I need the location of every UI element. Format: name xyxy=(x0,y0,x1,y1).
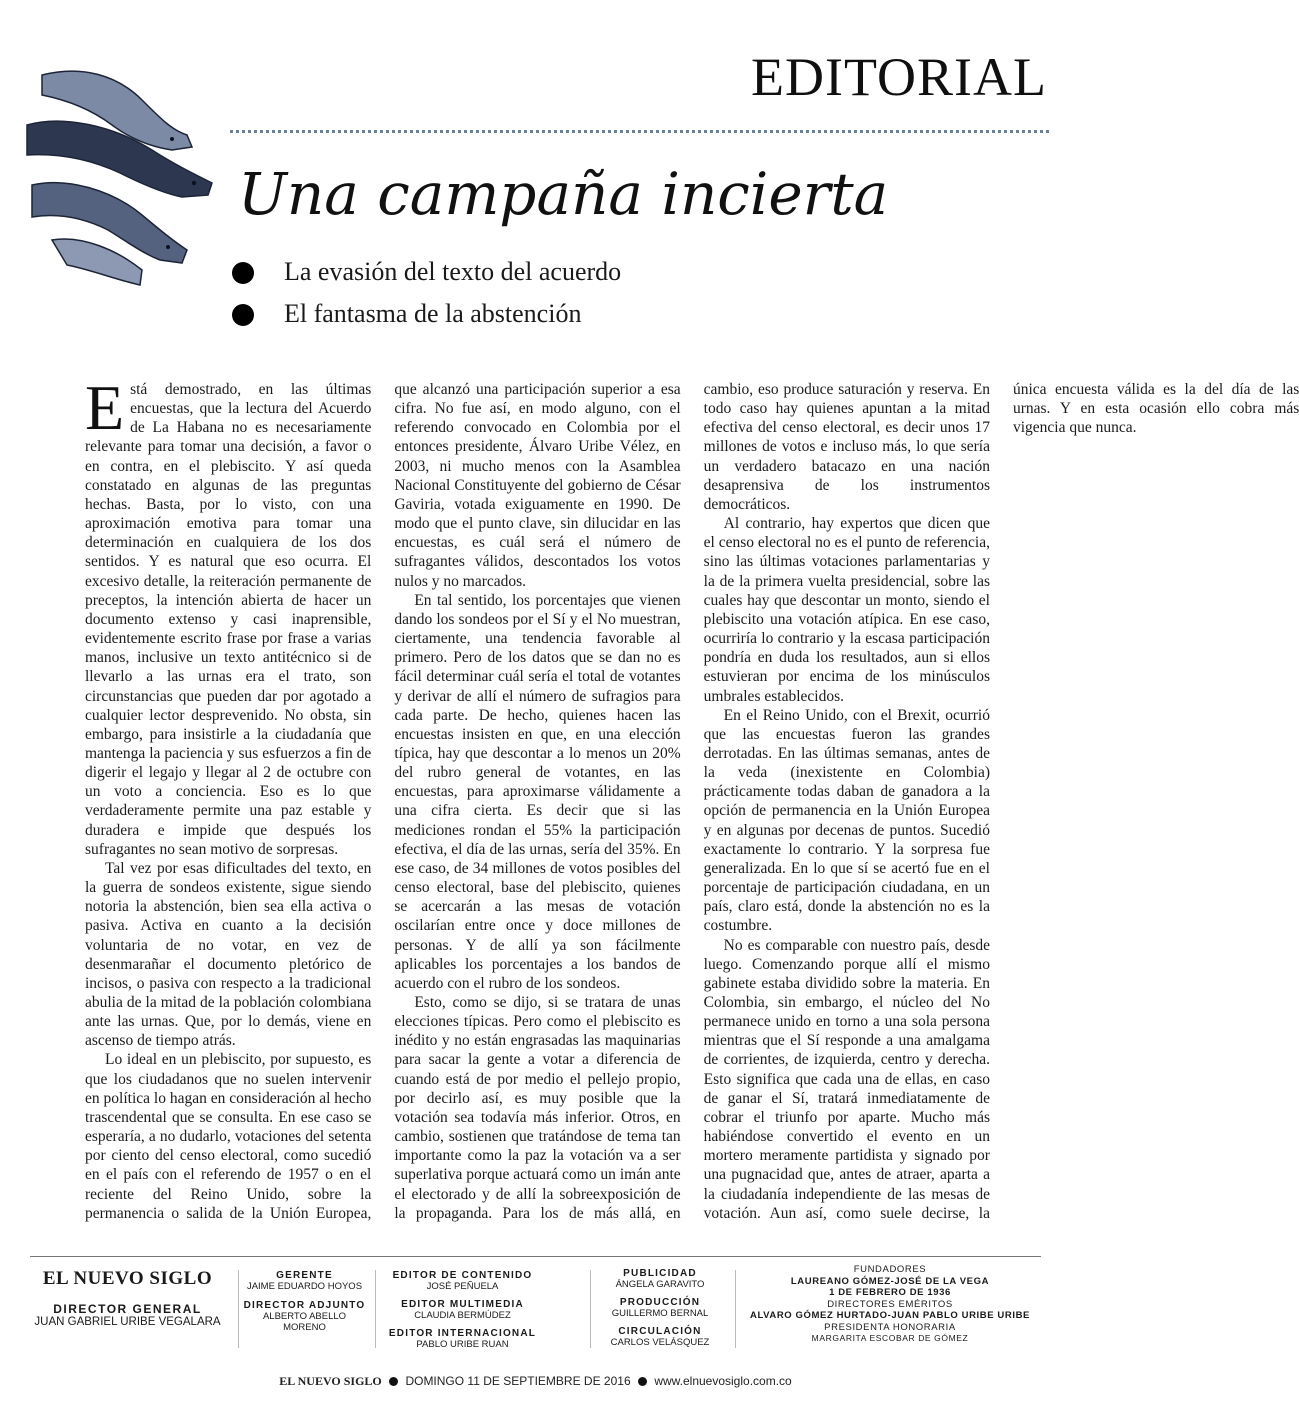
drop-cap: E xyxy=(85,372,125,443)
staff-name: GUILLERMO BERNAL xyxy=(611,1308,709,1319)
footer-date: DOMINGO 11 DE SEPTIEMBRE DE 2016 xyxy=(405,1374,631,1388)
header-rule xyxy=(230,130,1049,133)
director-name: JUAN GABRIEL URIBE VEGALARA xyxy=(34,1316,221,1328)
article-paragraph: Está demostrado, en las últimas encuestas, que la lectura del Acuerdo de La Habana no es necesariamente relevante para tomar una decisión, a favor o en contra, en el plebiscito. Y así queda constatado en algunas de las preguntas hechas. Basta, por lo visto, con una aproximación emotiva para tomar una determinación en cualquiera de los dos sentidos. Y es natural que eso ocurra. El excesivo detalle, la reiteración permanente de preceptos, la intención abierta de hacer un documento extenso y casi inaprensible, evidentemente escrito frase por frase a varias manos, inclusive un texto antitécnico si de llevarlo a las urnas era el trato, son circunstancias que pueden dar por agotado a cualquier lector desprevenido. No obsta, sin embargo, para insistirle a la ciudadanía que mantenga la paciencia y sus esfuerzos a fin de digerir el legajo y llegar al 2 de octubre con un voto a conciencia. Eso es lo que verdaderamente permite una paz estable y duradera e impide que después los sufragantes no sean motivo de sorpresas. xyxy=(85,372,372,858)
article-paragraph: En tal sentido, los porcentajes que vienen dando los sondeos por el Sí y el No muestran, ciertamente, una tendencia favorable al primero. Pero de los datos que se dan no es fácil determinar cuál sería el total de votantes y derivar de allí el número de sufragios para cada parte. De hecho, quienes hacen las encuestas insisten en que, en una elección típica, hay que descontar a lo menos un 20% del rubro general de votantes, en las encuestas, para aproximarse válidamente a una cifra cierta. Es decir que si las mediciones rondan el 55% la participación efectiva, el día de las urnas, sería del 35%. En ese caso, de 34 millones de votos posibles del censo electoral, base del plebiscito, quienes se acercarán a las mesas de votación oscilarían entre once y doce millones de personas. Y de allí ya son fácilmente aplicables los porcentajes a los bandos de acuerdo con el rubro de los sondeos. xyxy=(394,591,681,992)
emeritus-names: ALVARO GÓMEZ HURTADO-JUAN PABLO URIBE URIBE xyxy=(749,1310,1030,1321)
honorary-label: PRESIDENTA HONORARIA xyxy=(824,1321,956,1333)
article-paragraph: Al contrario, hay expertos que dicen que el censo electoral no es el punto de referencia, sino las últimas votaciones parlamentarias y la de la primera vuelta presidencial, sobre las cuales hay que descontar un monto, siendo el plebiscito una votación atípica. En ese caso, ocurriría lo contrario y la escasa participación pondría en duda los resultados, aun si ellos estuvieran por encima de los minúsculos umbrales establecidos. xyxy=(703,515,990,705)
article-body xyxy=(85,372,1299,1230)
bullet-item xyxy=(232,255,621,297)
staff-name: JOSÉ PEÑUELA xyxy=(426,1281,499,1292)
article-paragraph: Tal vez por esas dificultades del texto, en la guerra de sondeos existente, sigue siendo notoria la abstención, bien sea ella activa o pasiva. Activa en cuanto a la decisión voluntaria de no votar, en vez de desenmarañar el documento pletórico de incisos, o pasiva con respecto a la tradicional abulia de la mitad de la población colombiana ante las urnas. Que, por lo demás, viene en ascenso de tiempo atrás. xyxy=(85,859,372,1050)
article-paragraph: Esto, como se dijo, si se tratara de unas elecciones típicas. Pero como el plebiscito es inédito y no están engrasadas las maquinarias para sacar la gente a votar a diferencia de cuando está de por medio el pellejo propio, por decirlo así, es muy posible que la votación sea todavía más inferior. Otros, en cambio, sostienen que tratándose de tema tan importante como la paz la votación va a ser superlativa porque actuará como un imán ante el electorado y de allí la sobreexposición de la propaganda. Para los de más allá, en cambio, eso produce saturación y reserva. En todo caso hay quienes apuntan a la mitad efectiva del censo electoral, es decir unos 17 millones de votos e incluso más, lo que sería un verdadero batacazo en una nación desaprensiva de los instrumentos democráticos. xyxy=(394,381,990,1222)
bullet-item xyxy=(232,297,621,339)
masthead-col-editors xyxy=(380,1270,545,1357)
director-role: DIRECTOR GENERAL xyxy=(53,1302,202,1316)
footer-brand: EL NUEVO SIGLO xyxy=(279,1374,382,1388)
newspaper-logo: EL NUEVO SIGLO xyxy=(42,1268,213,1289)
staff-name: JAIME EDUARDO HOYOS xyxy=(246,1281,363,1292)
bullet-text: La evasión del texto del acuerdo xyxy=(284,257,622,286)
staff-role: GERENTE xyxy=(276,1270,333,1281)
masthead-divider xyxy=(375,1270,376,1348)
masthead-director xyxy=(30,1262,225,1328)
founders-label: FUNDADORES xyxy=(853,1264,927,1275)
section-title: EDITORIAL xyxy=(751,47,1047,107)
subheadline-bullets xyxy=(232,255,621,339)
emeritus-label: DIRECTORES EMÉRITOS xyxy=(827,1298,953,1310)
staff-role: PUBLICIDAD xyxy=(623,1268,697,1279)
horses-illustration xyxy=(22,55,222,295)
staff-name: CARLOS VELÁSQUEZ xyxy=(610,1337,710,1348)
article-paragraph: No es comparable con nuestro país, desde luego. Comenzando porque allí el mismo gabinete estaba dividido sobre la materia. En Colombia, sin embargo, el núcleo del No permanece unido en torno a una sola persona mientras que el Sí responde a una amalgama de corrientes, de izquierda, centro y derecha. Esto significa que cada una de ellas, en caso de ganar el Sí, tratará inmediatamente de cobrar el triunfo por aparte. Mucho más habiéndose convertido el evento en un mortero meramente partidista y signado por una pugnacidad que, antes de atraer, aparta a la ciudadanía independiente de las mesas de votación. Aun así, como suele decirse, la única encuesta válida es la del día de las urnas. Y en esta ocasión ello cobra más vigencia que nunca. xyxy=(703,381,1299,1222)
bullet-dot-icon xyxy=(232,304,254,326)
article-paragraph: Lo ideal en un plebiscito, por supuesto, es que los ciudadanos que no suelen intervenir en política lo hagan en consideración al hecho trascendental que se consulta. En ese caso se esperaría, a no dudarlo, votaciones del setenta por ciento del censo electoral, como sucedió en el país con el referendo de 1957 o en el reciente del Reino Unido, sobre la permanencia o salida de la Unión Europea, que alcanzó una participación superior a esa cifra. No fue así, en modo alguno, con el referendo convocado en Colombia por el entonces presidente, Álvaro Uribe Vélez, en 2003, ni mucho menos con la Asamblea Nacional Constituyente del gobierno de César Gaviria, votada exiguamente en 1990. De modo que el punto clave, sin dilucidar en las encuestas, es cuál será el número de sufragantes válidos, descontados los votos nulos y no marcados. xyxy=(85,381,681,1222)
staff-role: EDITOR MULTIMEDIA xyxy=(401,1299,524,1310)
honorary-name: MARGARITA ESCOBAR DE GÓMEZ xyxy=(811,1333,969,1343)
staff-role: EDITOR DE CONTENIDO xyxy=(392,1270,533,1281)
staff-name: ÁNGELA GARAVITO xyxy=(615,1279,705,1290)
masthead-divider xyxy=(735,1270,736,1348)
staff-name: CLAUDIA BERMÚDEZ xyxy=(414,1310,511,1321)
masthead-divider xyxy=(238,1270,239,1348)
separator-dot-icon xyxy=(389,1377,398,1386)
staff-name: PABLO URIBE RUAN xyxy=(416,1339,509,1350)
footer-url[interactable]: www.elnuevosiglo.com.co xyxy=(654,1374,792,1388)
founders-names: LAUREANO GÓMEZ-JOSÉ DE LA VEGA xyxy=(790,1275,990,1287)
separator-dot-icon xyxy=(638,1377,647,1386)
staff-role: DIRECTOR ADJUNTO xyxy=(243,1300,366,1311)
bullet-text: El fantasma de la abstención xyxy=(284,299,582,328)
founding-date: 1 DE FEBRERO DE 1936 xyxy=(829,1287,951,1298)
staff-role: CIRCULACIÓN xyxy=(618,1326,702,1337)
staff-role: EDITOR INTERNACIONAL xyxy=(388,1328,537,1339)
bullet-dot-icon xyxy=(232,262,254,284)
page-footer xyxy=(0,1374,1071,1389)
masthead-col-founders xyxy=(740,1264,1040,1345)
masthead-col-management xyxy=(242,1270,367,1340)
staff-role: PRODUCCIÓN xyxy=(619,1297,701,1308)
article-paragraph: En el Reino Unido, con el Brexit, ocurrió que las encuestas fueron las grandes derrotadas. En las últimas semanas, antes de la veda (inexistente en Colombia) prácticamente todas daban de ganadora a la opción de permanencia en la Unión Europea y en algunas por decenas de puntos. Sucedió exactamente lo contrario. Y la sorpresa fue generalizada. En lo que sí se acertó fue en el porcentaje de participación ciudadana, en un país, claro está, donde la abstención no es la costumbre. xyxy=(703,706,990,935)
masthead-rule xyxy=(30,1256,1041,1257)
staff-name: ALBERTO ABELLO MORENO xyxy=(262,1311,347,1333)
masthead-divider xyxy=(590,1270,591,1348)
headline: Una campaña incierta xyxy=(238,160,889,228)
masthead xyxy=(30,1262,1040,1352)
masthead-col-business xyxy=(595,1268,725,1355)
